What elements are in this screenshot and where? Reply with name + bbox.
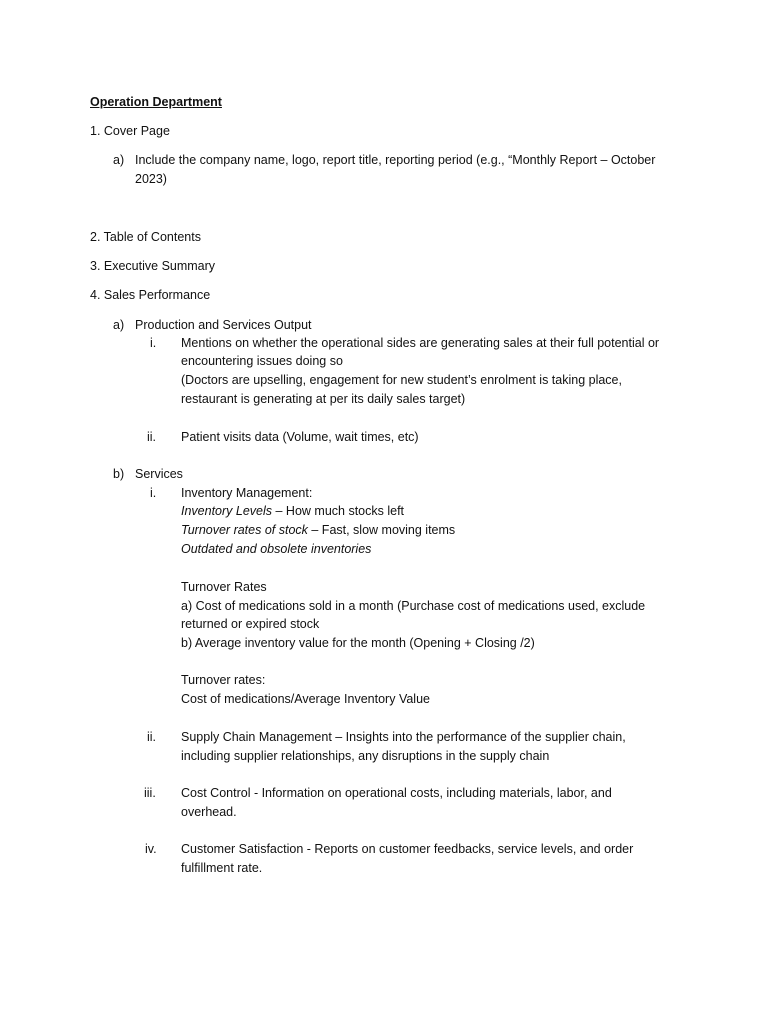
section-cover-page-title: 1. Cover Page — [90, 124, 170, 138]
supply-chain-text-cont: including supplier relationships, any disruptions in the supply chain — [181, 749, 550, 763]
turnover-rates-heading: Turnover Rates — [181, 580, 267, 594]
section-table-of-contents-title: 2. Table of Contents — [90, 230, 201, 244]
turnover-rates-stock-term: Turnover rates of stock — [181, 523, 308, 537]
cost-control-text: Cost Control - Information on operational costs, including materials, labor, and — [181, 786, 612, 800]
list-marker-b: b) — [113, 467, 125, 481]
inventory-levels-desc: – How much stocks left — [272, 504, 405, 518]
cost-control-text-cont: overhead. — [181, 805, 237, 819]
supply-chain-text: Supply Chain Management – Insights into the performance of the supplier chain, — [181, 730, 626, 744]
document-heading: Operation Department — [90, 95, 222, 109]
cover-page-item-a-text-cont: 2023) — [135, 172, 167, 186]
sales-potential-text: Mentions on whether the operational sides are generating sales at their full potential or — [181, 336, 660, 350]
patient-visits-text: Patient visits data (Volume, wait times, etc) — [181, 430, 419, 444]
list-marker-i: i. — [150, 336, 157, 350]
cost-of-medications-text-cont: returned or expired stock — [181, 617, 320, 631]
services-label: Services — [135, 467, 183, 481]
section-sales-performance-title: 4. Sales Performance — [90, 288, 211, 302]
outdated-inventories-term: Outdated and obsolete inventories — [181, 542, 372, 556]
customer-satisfaction-text-cont: fulfillment rate. — [181, 861, 263, 875]
cover-page-item-a-text: Include the company name, logo, report title, reporting period (e.g., “Monthly Report – October — [135, 153, 656, 167]
list-marker-i: i. — [150, 486, 157, 500]
inventory-levels-term: Inventory Levels — [181, 504, 273, 518]
sales-potential-text-cont: encountering issues doing so — [181, 354, 343, 368]
list-marker-a: a) — [113, 318, 125, 332]
turnover-rates-formula: Cost of medications/Average Inventory Value — [181, 692, 430, 706]
list-marker-a: a) — [113, 153, 125, 167]
inventory-management-heading: Inventory Management: — [181, 486, 313, 500]
section-executive-summary-title: 3. Executive Summary — [90, 259, 216, 273]
turnover-rates-stock-line — [181, 521, 455, 540]
turnover-rates-stock-desc: – Fast, slow moving items — [307, 523, 456, 537]
turnover-rates-formula-label: Turnover rates: — [181, 673, 266, 687]
sales-examples-text: (Doctors are upselling, engagement for new student’s enrolment is taking place, — [181, 373, 622, 387]
list-marker-ii: ii. — [147, 430, 157, 444]
list-marker-ii: ii. — [147, 730, 157, 744]
production-services-output-label: Production and Services Output — [135, 318, 312, 332]
inventory-levels-line — [181, 502, 404, 521]
list-marker-iii: iii. — [144, 786, 156, 800]
cost-of-medications-text: a) Cost of medications sold in a month (Purchase cost of medications used, exclude — [181, 599, 646, 613]
customer-satisfaction-text: Customer Satisfaction - Reports on customer feedbacks, service levels, and order — [181, 842, 634, 856]
list-marker-iv: iv. — [145, 842, 157, 856]
average-inventory-value-text: b) Average inventory value for the month (Opening + Closing /2) — [181, 636, 535, 650]
sales-examples-text-cont: restaurant is generating at per its daily sales target) — [181, 392, 466, 406]
